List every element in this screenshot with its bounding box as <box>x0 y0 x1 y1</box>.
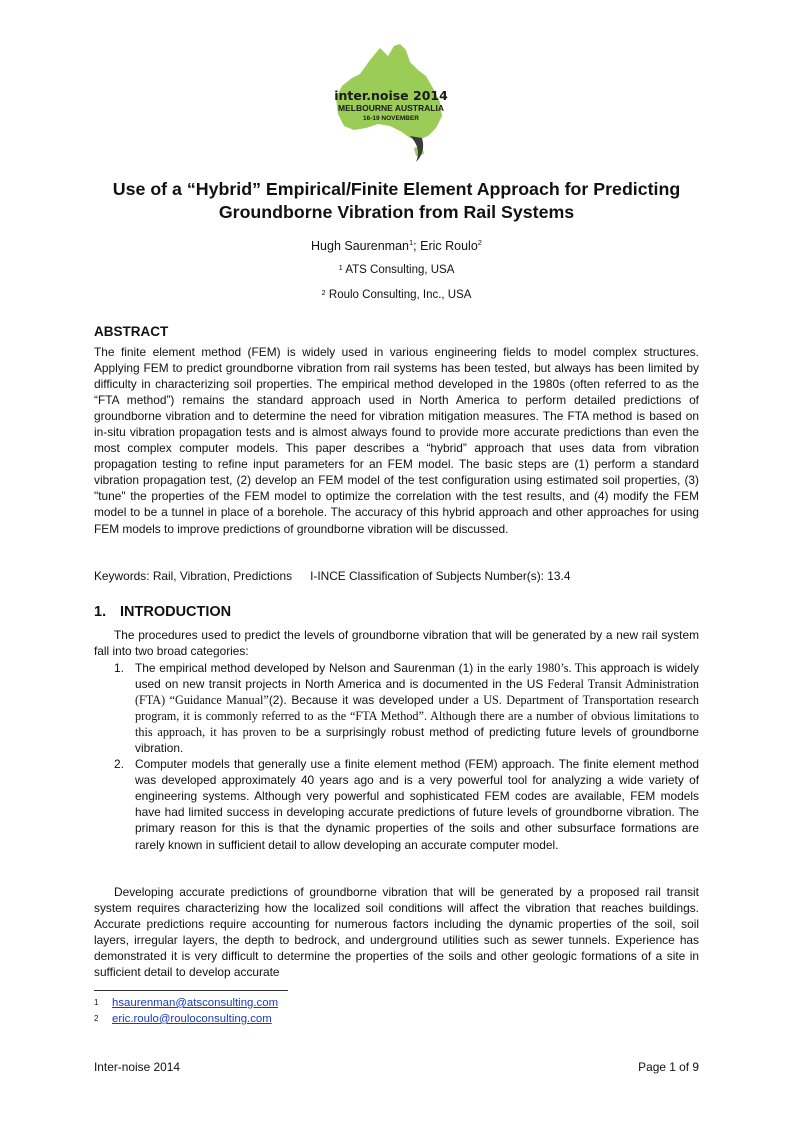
footnote-mark: 2 <box>94 1014 99 1023</box>
list-item-text-part: (2). Because it was developed under <box>268 693 469 708</box>
section-title: INTRODUCTION <box>120 604 232 620</box>
keywords-text: Keywords: Rail, Vibration, Predictions <box>94 569 293 583</box>
abstract-text: The finite element method (FEM) is widely used in various engineering fields to model complex structures. Applying FEM to predict groundborne vibration from rail systems has been tested, but always has been limited by difficulty in characterizing soil properties. The empirical method developed in the 1980s (often referred to as the “FTA method”) remains the standard approach used in North America to perform detailed predictions of groundborne vibration and to determine the need for vibration mitigation measures. The FTA method is based on in-situ vibration propagation tests and is almost always found to provide more accurate predictions than even the most complex computer models. This paper describes a “hybrid” approach that uses data from vibration propagation testing to refine input parameters for an FEM model. The basic steps are (1) perform a standard vibration propagation test, (2) develop an FEM model of the test configuration using estimated soil properties, (3) "tune" the properties of the FEM model to optimize the correlation with the test results, and (4) modify the FEM model to be a tunnel in place of a borehole. The accuracy of this hybrid approach and other approaches for using FEM models to improve predictions of groundborne vibration will be discussed. <box>94 345 699 536</box>
footnotes <box>94 995 278 1027</box>
logo-dates: 16-19 NOVEMBER <box>363 115 419 122</box>
affiliation-2-mark: 2 <box>321 288 326 297</box>
affiliation-1-text: ATS Consulting, USA <box>345 264 455 276</box>
footnote-divider <box>94 990 288 991</box>
abstract-heading: ABSTRACT <box>94 324 169 339</box>
author-list <box>0 239 793 253</box>
conference-logo <box>330 40 452 170</box>
affiliation-1 <box>0 264 793 276</box>
author-1-mark: 1 <box>409 238 414 247</box>
affiliation-1-mark: 1 <box>338 263 343 272</box>
logo-title: inter.noise 2014 <box>334 88 448 103</box>
footnote-1 <box>94 995 278 1011</box>
section-heading-introduction <box>94 604 231 620</box>
list-item-text-part: be a surprisingly robust method of predicting future levels of groundborne vibration. <box>135 725 699 756</box>
list-item-text-part: approach is widely used on new transit projects in North America and is documented in the US <box>135 661 700 692</box>
footer-conference: Inter-noise 2014 <box>94 1060 180 1074</box>
classification-text: I-INCE Classification of Subjects Number(s): 13.4 <box>310 569 571 583</box>
paper-title <box>60 178 733 224</box>
footnote-2 <box>94 1011 278 1027</box>
list-item-text-part: Federal Transit Administration (FTA) “Guidance Manual” <box>135 677 699 708</box>
list-item-text: Computer models that generally use a finite element method (FEM) approach. The finite element method was developed approximately 40 years ago and is a very powerful tool for analyzing a wide variety of engineering systems. Although very powerful and sophisticated FEM codes are available, FEM models have had limited success in developing accurate predictions of future levels of groundborne vibration. The primary reason for this is that the dynamic properties of the soils and other subsurface formations are rarely known in sufficient detail to allow developing an accurate computer model. <box>135 757 699 852</box>
intro-paragraph: The procedures used to predict the levels of groundborne vibration that will be generated by a new rail system fall into two broad categories: <box>94 628 699 659</box>
author-2-name: Eric Roulo <box>420 239 478 253</box>
list-item <box>114 756 699 852</box>
section-number: 1. <box>94 604 107 620</box>
footnote-email-link[interactable]: eric.roulo@rouloconsulting.com <box>112 1013 272 1025</box>
author-separator: ; <box>413 239 421 253</box>
title-line-2: Groundborne Vibration from Rail Systems <box>218 202 575 222</box>
title-line-1: Use of a “Hybrid” Empirical/Finite Element Approach for Predicting <box>112 179 681 199</box>
footnote-mark: 1 <box>94 998 99 1007</box>
author-2-mark: 2 <box>477 238 482 247</box>
affiliation-2-text: Roulo Consulting, Inc., USA <box>328 289 472 301</box>
footer-page-number: Page 1 of 9 <box>638 1060 699 1074</box>
prediction-methods-list <box>114 660 699 853</box>
list-item-number: 1. <box>114 661 124 675</box>
footnote-email-link[interactable]: hsaurenman@atsconsulting.com <box>112 997 279 1009</box>
list-item-text-part: in the early 1980’s. This <box>473 661 597 675</box>
body-paragraph: Developing accurate predictions of groundborne vibration that will be generated by a proposed rail transit system requires characterizing how the localized soil conditions will affect the vibration that reaches buildings. Accurate predictions require accounting for numerous factors including the dynamic properties of the soil, soil layers, irregular layers, the depth to bedrock, and underground utilities such as sewer tunnels. Experience has demonstrated it is very difficult to determine the properties of the soils and other geologic formations of a site in sufficient detail to develop accurate <box>94 885 699 980</box>
affiliation-2 <box>0 289 793 301</box>
list-item-text-part: The empirical method developed by Nelson and Saurenman (1) <box>135 661 474 675</box>
author-1-name: Hugh Saurenman <box>311 239 409 253</box>
list-item-number: 2. <box>114 757 124 772</box>
list-item <box>114 660 699 756</box>
list-item-text-part: a US. Department of Transportation research program, it is commonly referred to as the “FTA Method”. Although there are a number of obvious limitations to this approach, it has proven to <box>135 693 699 740</box>
logo-location: MELBOURNE AUSTRALIA <box>338 103 444 113</box>
keywords-line <box>94 569 570 583</box>
